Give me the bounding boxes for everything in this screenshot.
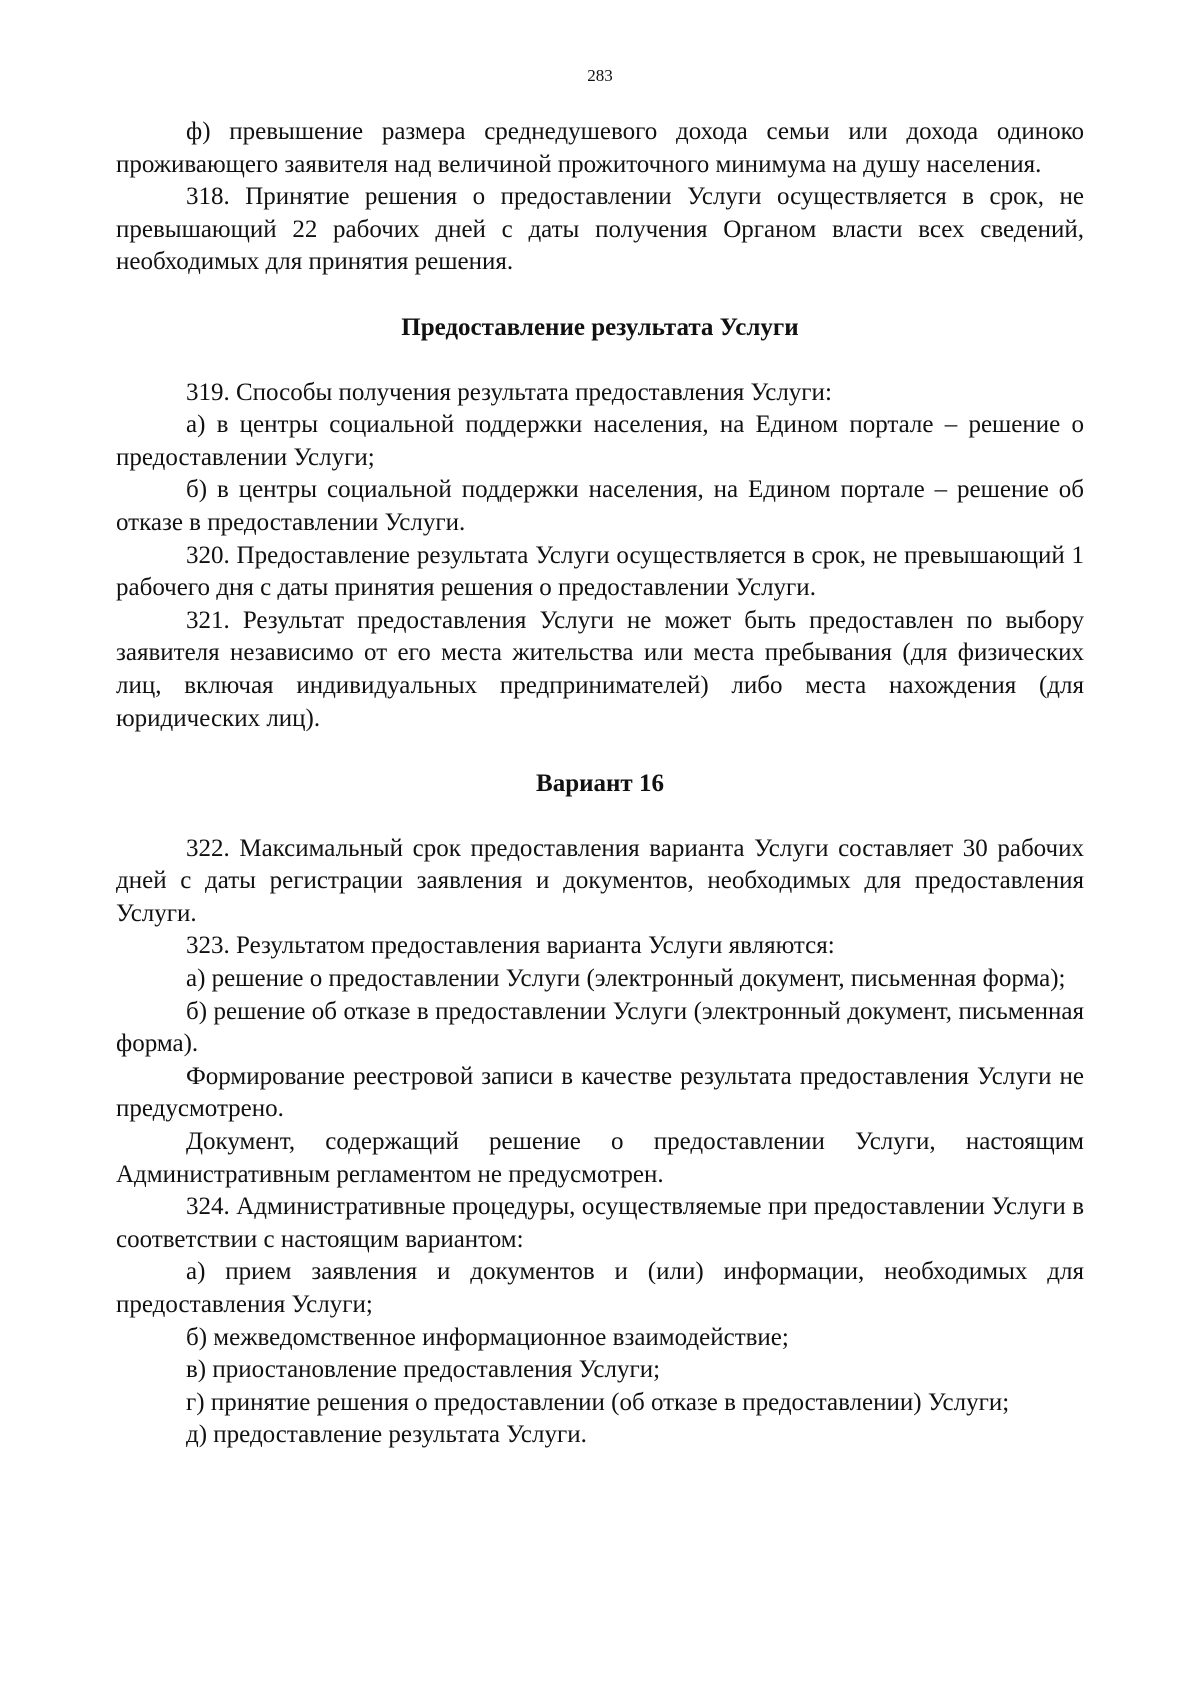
paragraph: 320. Предоставление результата Услуги осуществляется в срок, не превышающий 1 рабочего дня с даты принятия решения о предоставлении Услуги. bbox=[116, 541, 1084, 602]
paragraph: а) прием заявления и документов и (или) информации, необходимых для предоставления Услуги; bbox=[116, 1258, 1084, 1318]
paragraph: б) решение об отказе в предоставлении Услуги (электронный документ, письменная форма). bbox=[116, 997, 1084, 1058]
paragraph: д) предоставление результата Услуги. bbox=[186, 1421, 587, 1449]
paragraph: 324. Административные процедуры, осуществляемые при предоставлении Услуги в соответствии с настоящим вариантом: bbox=[116, 1193, 1084, 1253]
paragraph: 322. Максимальный срок предоставления варианта Услуги составляет 30 рабочих дней с даты регистрации заявления и документов, необходимых для предоставления Услуги. bbox=[116, 834, 1084, 927]
section-heading: Вариант 16 bbox=[536, 770, 664, 798]
paragraph: ф) превышение размера среднедушевого дохода семьи или дохода одиноко проживающего заявителя над величиной прожиточного минимума на душу населения. bbox=[116, 118, 1084, 178]
paragraph: а) в центры социальной поддержки населения, на Едином портале – решение о предоставлении Услуги; bbox=[116, 411, 1084, 471]
paragraph: б) межведомственное информационное взаимодействие; bbox=[186, 1323, 789, 1351]
paragraph: а) решение о предоставлении Услуги (электронный документ, письменная форма); bbox=[186, 965, 1066, 993]
spacer bbox=[116, 735, 1084, 768]
paragraph: г) принятие решения о предоставлении (об отказе в предоставлении) Услуги; bbox=[186, 1388, 1010, 1416]
paragraph: 319. Способы получения результата предоставления Услуги: bbox=[186, 378, 832, 406]
paragraph: 323. Результатом предоставления варианта Услуги являются: bbox=[186, 932, 835, 960]
document-body bbox=[116, 116, 1084, 1452]
paragraph: б) в центры социальной поддержки населения, на Едином портале – решение об отказе в предоставлении Услуги. bbox=[116, 476, 1084, 536]
section-heading: Предоставление результата Услуги bbox=[401, 313, 799, 341]
spacer bbox=[116, 801, 1084, 833]
page-number: 283 bbox=[587, 66, 613, 85]
paragraph: в) приостановление предоставления Услуги; bbox=[186, 1356, 661, 1384]
paragraph: 318. Принятие решения о предоставлении Услуги осуществляется в срок, не превышающий 22 рабочих дней с даты получения Органом власти всех сведений, необходимых для принятия решения. bbox=[116, 183, 1084, 276]
spacer bbox=[116, 345, 1084, 377]
spacer bbox=[116, 279, 1084, 312]
paragraph: Документ, содержащий решение о предоставлении Услуги, настоящим Административным регламентом не предусмотрен. bbox=[116, 1128, 1084, 1188]
paragraph: 321. Результат предоставления Услуги не может быть предоставлен по выбору заявителя независимо от его места жительства или места пребывания (для физических лиц, включая индивидуальных предпринимателей) либо места нахождения (для юридических лиц). bbox=[116, 606, 1084, 732]
paragraph: Формирование реестровой записи в качестве результата предоставления Услуги не предусмотрено. bbox=[116, 1062, 1084, 1123]
